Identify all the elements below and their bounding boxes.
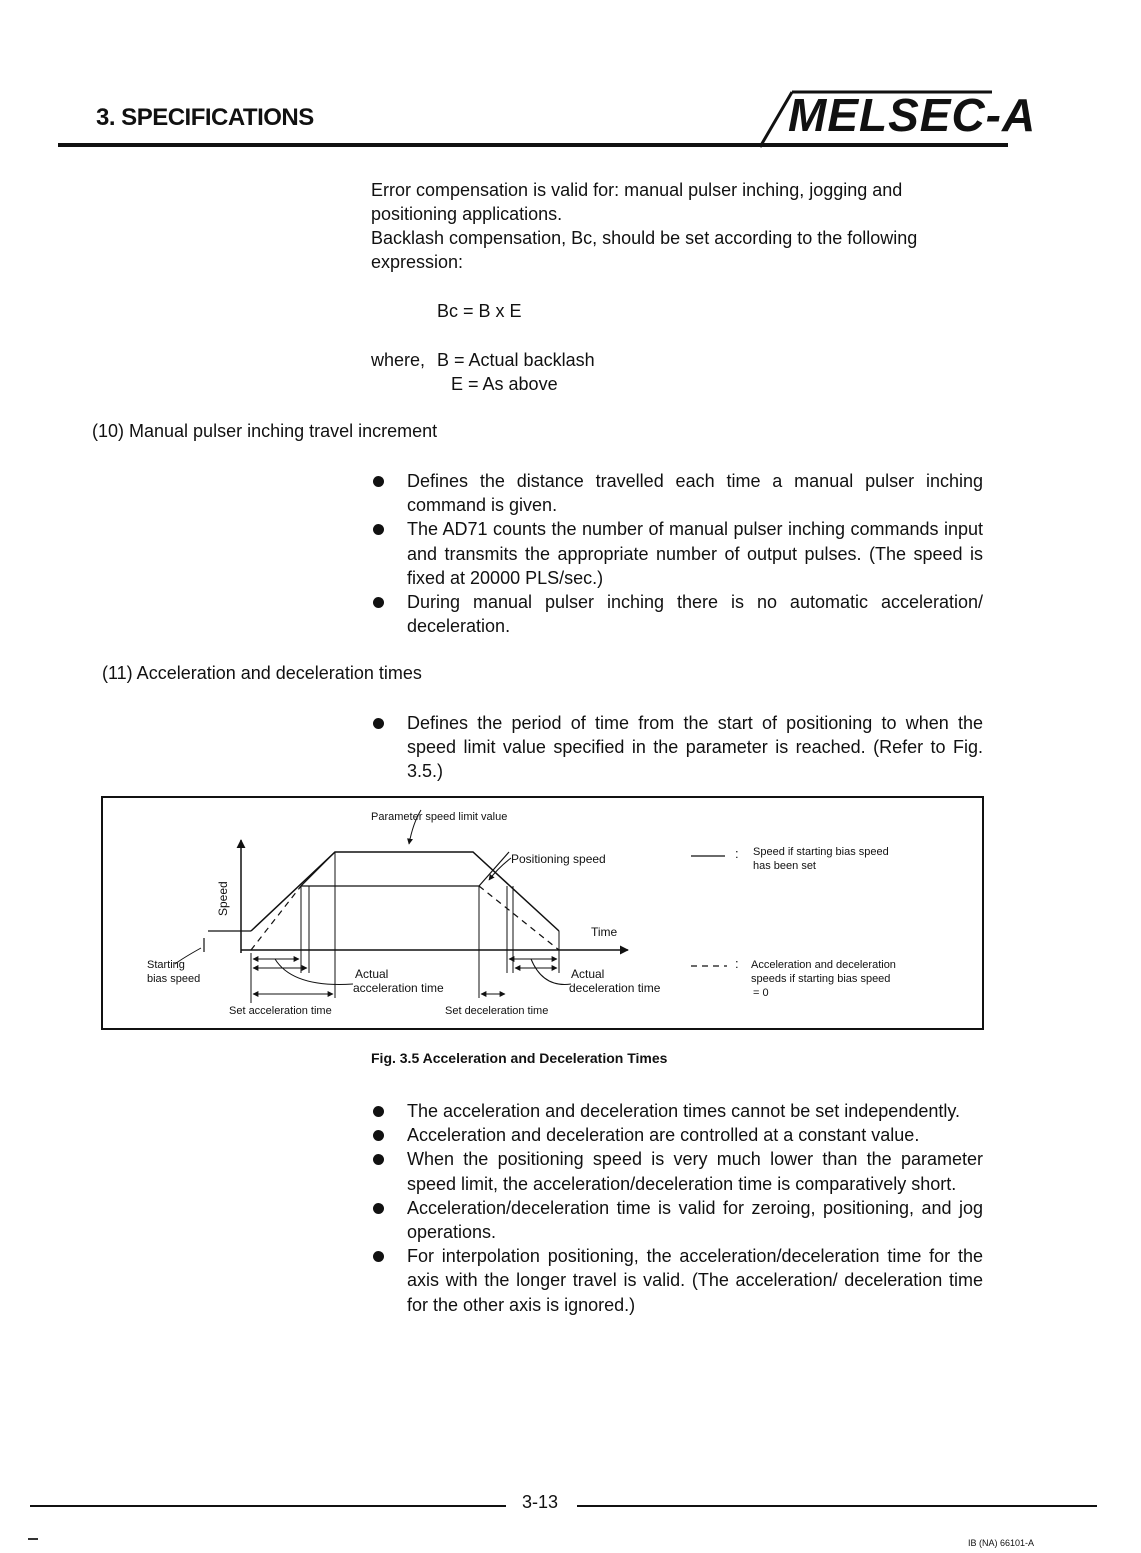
- where-b: B = Actual backlash: [437, 350, 595, 370]
- bullet-icon: [373, 1106, 384, 1117]
- document-code: IB (NA) 66101-A: [968, 1538, 1035, 1548]
- section-11-bullets: [367, 711, 983, 784]
- bullet-icon: [373, 476, 384, 487]
- legend-solid-text-1: Speed if starting bias speed: [753, 846, 889, 858]
- actual-decel-label: Actual: [571, 967, 605, 981]
- bullet-icon: [373, 524, 384, 535]
- text-line: positioning applications.: [371, 204, 563, 224]
- brand-underline: [780, 144, 980, 147]
- bullet-icon: [373, 1154, 384, 1165]
- actual-accel-label: Actual: [355, 967, 389, 981]
- positioning-speed-label: Positioning speed: [511, 852, 606, 866]
- where-label: where,: [371, 350, 426, 370]
- bias-speed-label: bias speed: [147, 973, 201, 985]
- text-line: expression:: [371, 252, 464, 272]
- list-item: Acceleration/deceleration time is valid for zeroing, positioning, and jog operations.: [367, 1196, 983, 1244]
- acceleration-notes-bullets: [367, 1099, 983, 1317]
- set-decel-label: Set deceleration time: [445, 1005, 549, 1017]
- time-axis-label: Time: [591, 925, 618, 939]
- bullet-icon: [373, 1130, 384, 1141]
- list-item: Defines the period of time from the start of positioning to when the speed limit value specified in the parameter is reached. (Refer to Fig. 3.5.): [367, 711, 983, 784]
- legend-dashed-text-1: Acceleration and deceleration: [751, 959, 896, 971]
- brand-name: MELSEC-A: [788, 89, 1037, 141]
- param-speed-label: Parameter speed limit value: [371, 811, 508, 823]
- brand-logo: [730, 80, 1040, 160]
- speed-time-diagram: [103, 798, 982, 1028]
- dashed-accel-line: [251, 886, 301, 950]
- section-10-bullets: [367, 469, 983, 638]
- bullet-icon: [373, 718, 384, 729]
- list-item: Defines the distance travelled each time a manual pulser inching command is given.: [367, 469, 983, 517]
- section-title: 3. SPECIFICATIONS: [96, 104, 314, 131]
- legend-dashed-text-2: speeds if starting bias speed: [751, 973, 891, 985]
- bullet-icon: [373, 597, 384, 608]
- formula: Bc = B x E: [437, 301, 522, 321]
- figure-caption: Fig. 3.5 Acceleration and Deceleration Times: [371, 1050, 668, 1066]
- where-e: E = As above: [451, 374, 558, 394]
- footer-rule-right: [577, 1505, 1097, 1507]
- footer-rule-left: [30, 1505, 506, 1507]
- dashed-decel-line: [479, 886, 559, 950]
- legend-colon-2: :: [735, 956, 739, 971]
- actual-decel-time-label: deceleration time: [569, 981, 661, 995]
- section-11-heading: (11) Acceleration and deceleration times: [102, 663, 422, 683]
- legend-dashed-text-3: = 0: [753, 987, 769, 999]
- bullet-icon: [373, 1203, 384, 1214]
- list-item: When the positioning speed is very much lower than the parameter speed limit, the acceleration/deceleration time is comparatively short.: [367, 1147, 983, 1195]
- intro-paragraph-1: [371, 178, 983, 226]
- list-item: The acceleration and deceleration times cannot be set independently.: [367, 1099, 983, 1123]
- actual-accel-time-label: acceleration time: [353, 981, 444, 995]
- starting-label: Starting: [147, 959, 185, 971]
- list-item: During manual pulser inching there is no automatic acceleration/ deceleration.: [367, 590, 983, 638]
- text-line: Backlash compensation, Bc, should be set according to the following: [371, 228, 918, 248]
- list-item: Acceleration and deceleration are controlled at a constant value.: [367, 1123, 983, 1147]
- text-line: Error compensation is valid for: manual pulser inching, jogging and: [371, 180, 903, 200]
- legend-colon-1: :: [735, 846, 739, 861]
- speed-axis-label: Speed: [216, 881, 230, 916]
- scan-mark: [28, 1538, 38, 1540]
- page-number: 3-13: [522, 1492, 559, 1512]
- section-10-heading: (10) Manual pulser inching travel increment: [92, 421, 438, 441]
- legend-solid-text-2: has been set: [753, 860, 816, 872]
- bullet-icon: [373, 1251, 384, 1262]
- set-accel-label: Set acceleration time: [229, 1005, 332, 1017]
- list-item: For interpolation positioning, the acceleration/deceleration time for the axis with the longer travel is valid. (The acceleration/ deceleration time for the other axis is ignored.): [367, 1244, 983, 1317]
- figure-acceleration-deceleration: [101, 796, 984, 1030]
- intro-paragraph-2: [371, 226, 983, 274]
- list-item: The AD71 counts the number of manual pulser inching commands input and transmits the appropriate number of output pulses. (The speed is fixed at 20000 PLS/sec.): [367, 517, 983, 590]
